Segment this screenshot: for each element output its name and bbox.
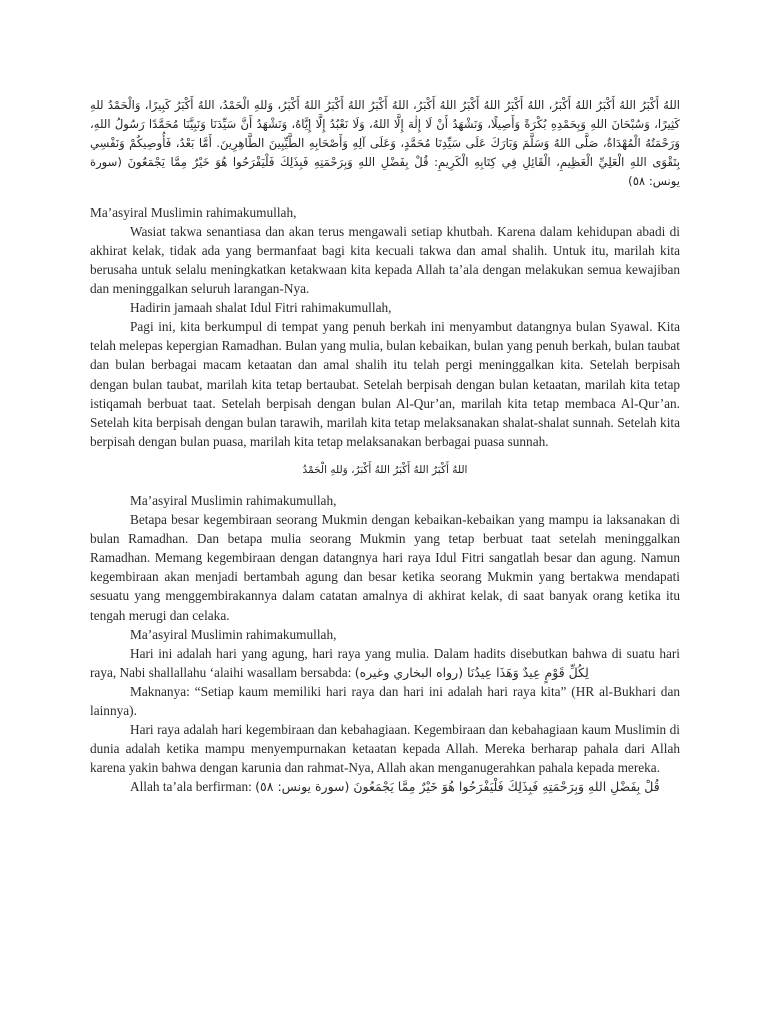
khutbah-body: [90, 84, 680, 796]
greeting-line: Ma’asyiral Muslimin rahimakumullah,: [130, 492, 337, 508]
paragraph-taqwa: Wasiat takwa senantiasa dan akan terus mengawali setiap khutbah. Karena dalam kehidupan abadi di akhirat kelak, tidak ada yang bermanfaat bagi kita kecuali takwa dan amal shalih. Untuk itu, marilah kita berusaha untuk selalu meningkatkan ketakwaan kita kepada Allah ta’ala dengan melakukan semua kewajiban dan meninggalkan seluruh larangan-Nya.: [90, 223, 680, 297]
paragraph-hari-raya: Hari raya adalah hari kegembiraan dan kebahagiaan. Kegembiraan dan kebahagiaan kaum Muslimin di dunia adalah ketika mampu menyempurnakan ketaatan kepada Allah. Mereka berharap pahala dari Allah karena yakin bahwa dengan karunia dan rahmat-Nya, Allah akan menganugerahkan pahala kepada mereka.: [90, 722, 680, 776]
hadits-intro-text: Hari ini adalah hari yang agung, hari raya yang mulia. Dalam hadits disebutkan bahwa di suatu hari raya, Nabi shallallahu ‘alaihi wasallam bersabda:: [90, 645, 680, 680]
paragraph-syawal: Pagi ini, kita berkumpul di tempat yang penuh berkah ini menyambut datangnya bulan Syawal. Kita telah melepas kepergian Ramadhan. Bulan yang mulia, bulan kebaikan, bulan yang penuh berkah, bulan taubat dan bulan berbagai macam ketaatan dan amal shalih itu telah pergi meninggalkan kita. Setelah berpisah dengan bulan taubat, marilah kita tetap bertaubat. Setelah berpisah dengan bulan ketaatan, marilah kita tetap istiqamah berbuat taat. Setelah berpisah dengan bulan Al-Qur’an, marilah kita tetap membaca Al-Qur’an. Setelah kita berpisah dengan bulan tarawih, marilah kita tetap melaksanakan shalat-shalat sunnah. Setelah kita berpisah dengan bulan puasa, marilah kita tetap melaksanakan berbagai puasa sunnah.: [90, 319, 680, 449]
takbir-arabic-line: اللهُ أَكْبَرُ اللهُ أَكْبَرُ اللهُ أَكْبَرُ، وَللهِ الْحَمْدُ: [302, 464, 468, 477]
greeting-line: Ma’asyiral Muslimin rahimakumullah,: [90, 204, 297, 220]
greeting-line: Hadirin jamaah shalat Idul Fitri rahimakumullah,: [130, 300, 392, 316]
greeting-line: Ma’asyiral Muslimin rahimakumullah,: [130, 626, 337, 642]
paragraph-maknanya: Maknanya: “Setiap kaum memiliki hari raya dan hari ini adalah hari raya kita” (HR al-Bukhari dan lainnya).: [90, 683, 680, 718]
firman-arabic-text: قُلْ بِفَضْلِ اللهِ وَبِرَحْمَتِهِ فَبِذَلِكَ فَلْيَفْرَحُوا هُوَ خَيْرٌ مِمَّا يَجْمَعُونَ (سورة يونس: ٥٨): [255, 779, 660, 795]
paragraph-firman: [90, 777, 680, 796]
hadits-arabic-text: لِكُلِّ قَوْمٍ عِيدٌ وَهَذَا عِيدُنَا (رواه البخاري وغيره): [354, 664, 589, 680]
firman-intro-text: Allah ta’ala berfirman:: [130, 779, 252, 795]
paragraph-hadits: [90, 644, 680, 682]
opening-arabic-paragraph: اللهُ أَكْبَرُ اللهُ أَكْبَرُ اللهُ أَكْبَرُ، اللهُ أَكْبَرُ اللهُ أَكْبَرُ اللهُ أَكْبَرُ، اللهُ أَكْبَرُ اللهُ أَكْبَرُ اللهُ أَكْبَرُ، وَللهِ الْحَمْدُ، اللهُ أَكْبَرُ كَبِيرًا، وَالْحَمْدُ للهِ كَثِيرًا، وَسُبْحَانَ اللهِ وَبِحَمْدِهِ بُكْرَةً وَأَصِيلًا، وَنَشْهَدُ أَنْ لَا إِلٰهَ إِلَّا اللهُ، وَلَا نَعْبُدُ إِلَّا إِيَّاهُ، وَنَشْهَدُ أَنَّ سَيِّدَنَا وَنَبِيَّنَا مُحَمَّدًا رَسُولُ اللهِ، وَرَحْمَتُهُ الْمُهْدَاةُ، صَلَّى اللهُ وَسَلَّمَ وَبَارَكَ عَلَى سَيِّدِنَا مُحَمَّدٍ، وَعَلَى آلِهِ وَأَصْحَابِهِ الطَّيِّبِينَ الطَّاهِرِينَ. أَمَّا بَعْدُ، فَأُوصِيكُمْ وَنَفْسِي بِتَقْوَى اللهِ الْعَلِيِّ الْعَظِيمِ، الْقَائِلِ فِي كِتَابِهِ الْكَرِيمِ: قُلْ بِفَضْلِ اللهِ وَبِرَحْمَتِهِ فَبِذَلِكَ فَلْيَفْرَحُوا هُوَ خَيْرٌ مِمَّا يَجْمَعُونَ (سورة يونس: ٥٨): [90, 97, 680, 188]
paragraph-kegembiraan: Betapa besar kegembiraan seorang Mukmin dengan kebaikan-kebaikan yang mampu ia laksanakan di bulan Ramadhan. Dan betapa mulia seorang Mukmin yang tetap berbuat taat setelah meninggalkan Ramadhan. Memang kegembiraan dengan datangnya hari raya Idul Fitri sangatlah besar dan agung. Namun kegembiraan akan menjadi bertambah agung dan besar ketika seorang Mukmin yang bertakwa mendapati sesuatu yang menggembirakannya dalam catatan amalnya di akhirat kelak, di saat banyak orang ketika itu tengah merugi dan celaka.: [90, 512, 680, 623]
